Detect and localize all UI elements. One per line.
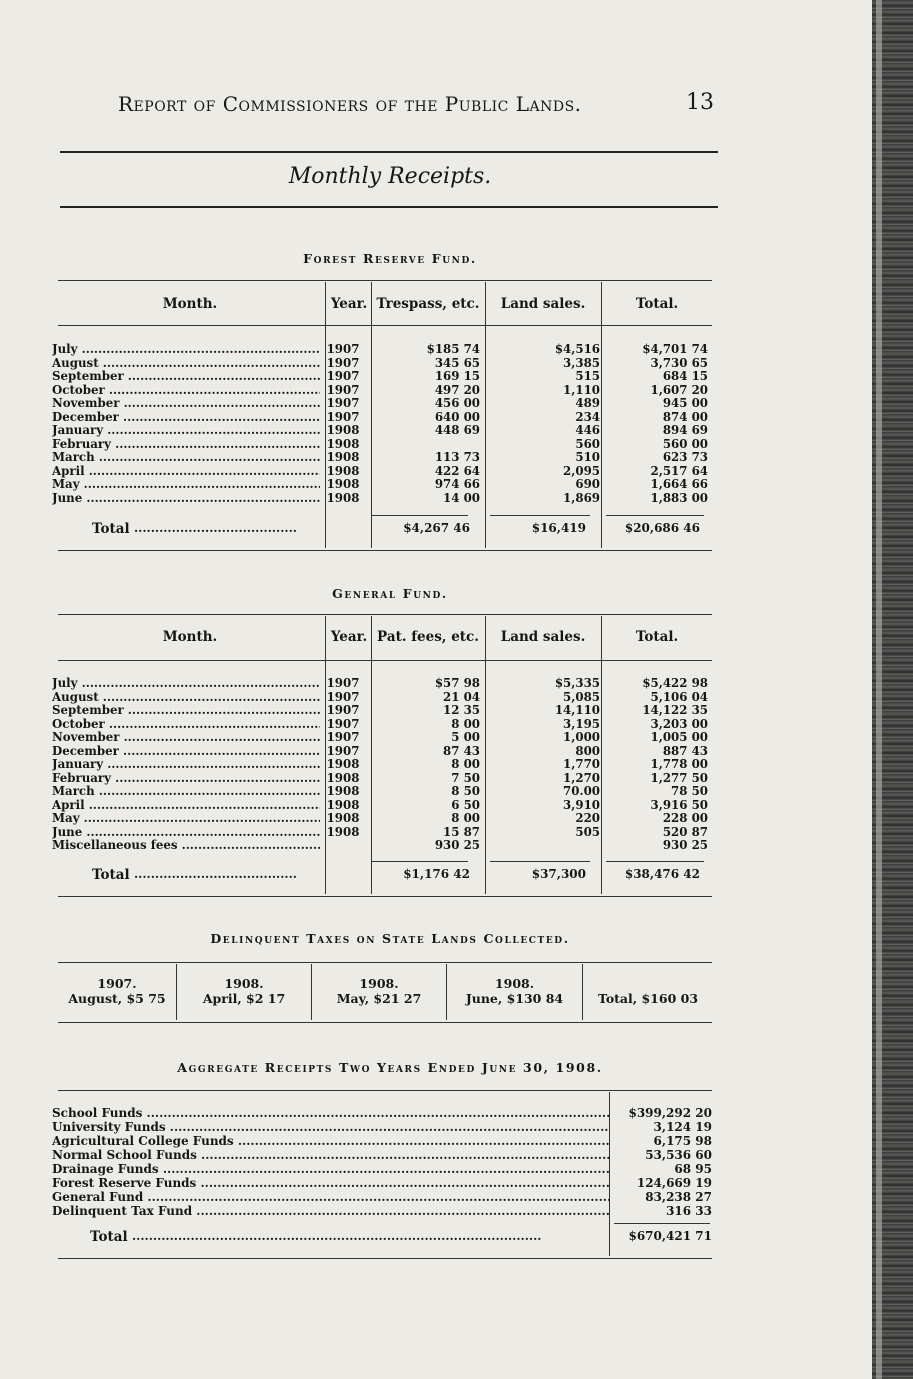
amount-a-cell: 345 65 — [434, 355, 480, 370]
amount-a-cell: 456 00 — [434, 396, 480, 410]
year-cell: 1908 — [326, 477, 360, 491]
forest-sum-rule-b — [490, 515, 590, 516]
amount-a-cell: 8 00 — [451, 811, 480, 825]
month-cell: February ..... — [52, 772, 320, 786]
general-total-land-sales: $37,300 — [531, 867, 586, 881]
amount-a-cell: 113 73 — [434, 450, 480, 464]
page-edge-highlight — [876, 0, 882, 1379]
forest-col-year: Year. — [330, 296, 368, 312]
amount-c-cell: $5,422 98 — [642, 676, 708, 690]
month-cell: May ..... — [52, 478, 320, 492]
aggregate-total-label: Total — [90, 1229, 128, 1245]
forest-total-trespass: $4,267 46 — [403, 521, 470, 535]
month-cell: January ..... — [52, 424, 320, 438]
amount-a-cell: 448 69 — [434, 423, 480, 437]
year-cell: 1908 — [326, 797, 360, 812]
forest-col-land-sales: Land sales. — [500, 296, 586, 312]
fund-name: University Funds ..... — [52, 1120, 610, 1134]
forest-total-total: $20,686 46 — [624, 521, 700, 535]
year-cell: 1908 — [326, 463, 360, 478]
amount-c-cell: 3,730 65 — [650, 355, 708, 370]
year-cell: 1908 — [326, 770, 360, 785]
month-cell: April ..... — [52, 465, 320, 479]
amount-b-cell: 505 — [575, 824, 600, 839]
amount-a-cell: 497 20 — [434, 382, 480, 397]
amount-b-cell: 1,270 — [563, 770, 600, 785]
month-cell: July ..... — [52, 343, 320, 357]
fund-name: Drainage Funds ..... — [52, 1162, 610, 1176]
general-total-label: Total — [92, 867, 130, 883]
amount-c-cell: 1,005 00 — [650, 730, 708, 744]
fund-amount: 3,124 19 — [653, 1120, 712, 1134]
general-col-total: Total. — [635, 629, 679, 645]
month-cell: August ..... — [52, 357, 320, 371]
amount-c-cell: 3,916 50 — [650, 797, 708, 812]
year-cell: 1907 — [326, 730, 360, 744]
year-cell: 1907 — [326, 396, 360, 410]
aggregate-top-rule — [58, 1090, 712, 1091]
delinquent-cell-april: 1908. April, $2 17 — [202, 976, 286, 1006]
amount-c-cell: 1,883 00 — [650, 490, 708, 505]
year-cell: 1907 — [326, 382, 360, 397]
amount-a-cell: 930 25 — [434, 838, 480, 852]
year-cell: 1908 — [326, 490, 360, 505]
top-rule — [60, 151, 718, 153]
amount-b-cell: 14,110 — [554, 703, 600, 717]
forest-col-month: Month. — [162, 296, 218, 312]
aggregate-bottom-rule — [58, 1258, 712, 1259]
forest-total-leader: ....................................... — [134, 521, 297, 535]
year-cell: 1907 — [326, 355, 360, 370]
month-cell: October ..... — [52, 718, 320, 732]
aggregate-total-leader: .................................................................................................. — [132, 1229, 542, 1243]
amount-c-cell: $4,701 74 — [642, 342, 708, 356]
forest-total-label: Total — [92, 521, 130, 537]
forest-col-total: Total. — [635, 296, 679, 312]
running-header: Report of Commissioners of the Public Lands. — [118, 92, 582, 116]
page-title: Monthly Receipts. — [288, 164, 492, 189]
forest-top-rule — [58, 280, 712, 281]
amount-b-cell: 800 — [575, 743, 600, 758]
fund-amount: 6,175 98 — [653, 1134, 712, 1148]
fund-amount: $399,292 20 — [628, 1106, 712, 1120]
fund-amount: 124,669 19 — [636, 1176, 712, 1190]
month-cell: June ..... — [52, 492, 320, 506]
amount-c-cell: 1,778 00 — [650, 757, 708, 771]
amount-b-cell: 489 — [575, 396, 600, 410]
amount-b-cell: $4,516 — [554, 342, 600, 356]
year-cell: 1908 — [326, 784, 360, 798]
title-rule — [60, 206, 718, 208]
amount-b-cell: 3,385 — [563, 355, 600, 370]
amount-a-cell: 87 43 — [443, 743, 480, 758]
general-header-rule — [58, 660, 712, 661]
month-cell: January ..... — [52, 758, 320, 772]
fund-amount: 83,238 27 — [645, 1190, 712, 1204]
amount-c-cell: 1,607 20 — [650, 382, 708, 397]
amount-a-cell: 14 00 — [443, 490, 480, 505]
amount-b-cell: 2,095 — [563, 463, 600, 478]
amount-b-cell: 220 — [575, 811, 600, 825]
amount-c-cell: 78 50 — [671, 784, 708, 798]
month-cell: November ..... — [52, 731, 320, 745]
month-cell: May ..... — [52, 812, 320, 826]
month-cell: December ..... — [52, 411, 320, 425]
amount-a-cell: $185 74 — [426, 342, 480, 356]
amount-b-cell: $5,335 — [554, 676, 600, 690]
amount-a-cell: 974 66 — [434, 477, 480, 491]
forest-sum-rule-c — [606, 515, 704, 516]
month-cell: March ..... — [52, 785, 320, 799]
amount-a-cell: 5 00 — [451, 730, 480, 744]
amount-b-cell: 1,000 — [563, 730, 600, 744]
fund-amount: 53,536 60 — [645, 1148, 712, 1162]
forest-total-land-sales: $16,419 — [531, 521, 586, 535]
amount-b-cell: 560 — [575, 436, 600, 451]
general-top-rule — [58, 614, 712, 615]
month-cell: June ..... — [52, 826, 320, 840]
fund-amount: 316 33 — [666, 1204, 712, 1218]
amount-c-cell: 1,664 66 — [650, 477, 708, 491]
general-col-land-sales: Land sales. — [500, 629, 586, 645]
month-cell: September ..... — [52, 370, 320, 384]
fund-amount: 68 95 — [674, 1162, 712, 1176]
general-sum-rule-b — [490, 861, 590, 862]
year-cell: 1908 — [326, 423, 360, 437]
amount-a-cell: 640 00 — [434, 409, 480, 424]
fund-name: Normal School Funds ..... — [52, 1148, 610, 1162]
month-cell: March ..... — [52, 451, 320, 465]
year-cell: 1908 — [326, 824, 360, 839]
fund-name: School Funds ..... — [52, 1106, 610, 1120]
year-cell: 1907 — [326, 676, 360, 690]
year-cell: 1908 — [326, 757, 360, 771]
fund-name: General Fund ..... — [52, 1190, 610, 1204]
amount-a-cell: 6 50 — [451, 797, 480, 812]
year-cell: 1907 — [326, 342, 360, 356]
year-cell: 1907 — [326, 716, 360, 731]
year-cell: 1907 — [326, 689, 360, 704]
amount-b-cell: 1,110 — [563, 382, 600, 397]
general-col-pat-fees: Pat. fees, etc. — [377, 629, 479, 645]
amount-c-cell: 14,122 35 — [642, 703, 708, 717]
amount-c-cell: 930 25 — [662, 838, 708, 852]
delinquent-cell-august: 1907. August, $5 75 — [68, 976, 166, 1006]
delinquent-cell-june: 1908. June, $130 84 — [465, 976, 564, 1006]
amount-b-cell: 234 — [575, 409, 600, 424]
amount-c-cell: 560 00 — [662, 436, 708, 451]
year-cell: 1908 — [326, 811, 360, 825]
amount-a-cell: 169 15 — [434, 369, 480, 383]
delinquent-heading: Delinquent Taxes on State Lands Collected. — [210, 931, 570, 946]
fund-name: Delinquent Tax Fund ..... — [52, 1204, 610, 1218]
amount-a-cell: 8 50 — [451, 784, 480, 798]
amount-b-cell: 446 — [575, 423, 600, 437]
amount-b-cell: 515 — [575, 369, 600, 383]
month-cell: November ..... — [52, 397, 320, 411]
amount-b-cell: 510 — [575, 450, 600, 464]
year-cell: 1907 — [326, 703, 360, 717]
general-bottom-rule — [58, 896, 712, 897]
amount-c-cell: 874 00 — [662, 409, 708, 424]
delinquent-cell-may: 1908. May, $21 27 — [336, 976, 422, 1006]
general-vline-4 — [601, 616, 602, 894]
page-number: 13 — [686, 90, 714, 115]
forest-bottom-rule — [58, 550, 712, 551]
delinquent-cell-total: Total, $160 03 — [597, 991, 699, 1006]
amount-a-cell: 8 00 — [451, 716, 480, 731]
year-cell: 1907 — [326, 743, 360, 758]
forest-sum-rule-a — [372, 515, 468, 516]
general-total-total: $38,476 42 — [624, 867, 700, 881]
month-cell: February ..... — [52, 438, 320, 452]
amount-a-cell: 15 87 — [443, 824, 480, 839]
amount-c-cell: 520 87 — [662, 824, 708, 839]
amount-b-cell: 690 — [575, 477, 600, 491]
amount-c-cell: 887 43 — [662, 743, 708, 758]
amount-b-cell: 70.00 — [563, 784, 600, 798]
general-sum-rule-c — [606, 861, 704, 862]
amount-c-cell: 1,277 50 — [650, 770, 708, 785]
amount-b-cell: 3,195 — [563, 716, 600, 731]
amount-b-cell: 3,910 — [563, 797, 600, 812]
year-cell: 1907 — [326, 409, 360, 424]
year-cell: 1908 — [326, 436, 360, 451]
amount-b-cell: 1,770 — [563, 757, 600, 771]
general-col-month: Month. — [162, 629, 218, 645]
fund-name: Forest Reserve Funds ..... — [52, 1176, 610, 1190]
amount-c-cell: 684 15 — [662, 369, 708, 383]
forest-fund-heading: Forest Reserve Fund. — [303, 251, 477, 266]
month-cell: October ..... — [52, 384, 320, 398]
month-cell: September ..... — [52, 704, 320, 718]
delinquent-bottom-rule — [58, 1022, 712, 1023]
amount-a-cell: 8 00 — [451, 757, 480, 771]
amount-a-cell: $57 98 — [434, 676, 480, 690]
amount-a-cell: 21 04 — [443, 689, 480, 704]
month-cell: August ..... — [52, 691, 320, 705]
fund-name: Agricultural College Funds ..... — [52, 1134, 610, 1148]
general-total-leader: ....................................... — [134, 867, 297, 881]
month-cell: Miscellaneous fees ..... — [52, 839, 320, 853]
amount-b-cell: 1,869 — [563, 490, 600, 505]
amount-c-cell: 3,203 00 — [650, 716, 708, 731]
amount-a-cell: 422 64 — [434, 463, 480, 478]
year-cell: 1908 — [326, 450, 360, 464]
general-sum-rule-a — [372, 861, 468, 862]
amount-c-cell: 945 00 — [662, 396, 708, 410]
amount-a-cell: 7 50 — [451, 770, 480, 785]
forest-col-trespass: Trespass, etc. — [376, 296, 480, 312]
amount-c-cell: 5,106 04 — [650, 689, 708, 704]
aggregate-heading: Aggregate Receipts Two Years Ended June 30, 1908. — [177, 1060, 603, 1075]
general-total-pat-fees: $1,176 42 — [403, 867, 470, 881]
aggregate-total-amount: $670,421 71 — [628, 1229, 712, 1243]
amount-c-cell: 228 00 — [662, 811, 708, 825]
month-cell: July ..... — [52, 677, 320, 691]
amount-c-cell: 894 69 — [662, 423, 708, 437]
month-cell: December ..... — [52, 745, 320, 759]
aggregate-sum-rule — [614, 1223, 710, 1224]
amount-c-cell: 2,517 64 — [650, 463, 708, 478]
general-col-year: Year. — [330, 629, 368, 645]
amount-a-cell: 12 35 — [443, 703, 480, 717]
forest-header-rule — [58, 325, 712, 326]
amount-b-cell: 5,085 — [563, 689, 600, 704]
forest-vline-4 — [601, 282, 602, 548]
general-fund-heading: General Fund. — [332, 586, 448, 601]
delinquent-top-rule — [58, 962, 712, 963]
year-cell: 1907 — [326, 369, 360, 383]
amount-c-cell: 623 73 — [662, 450, 708, 464]
month-cell: April ..... — [52, 799, 320, 813]
